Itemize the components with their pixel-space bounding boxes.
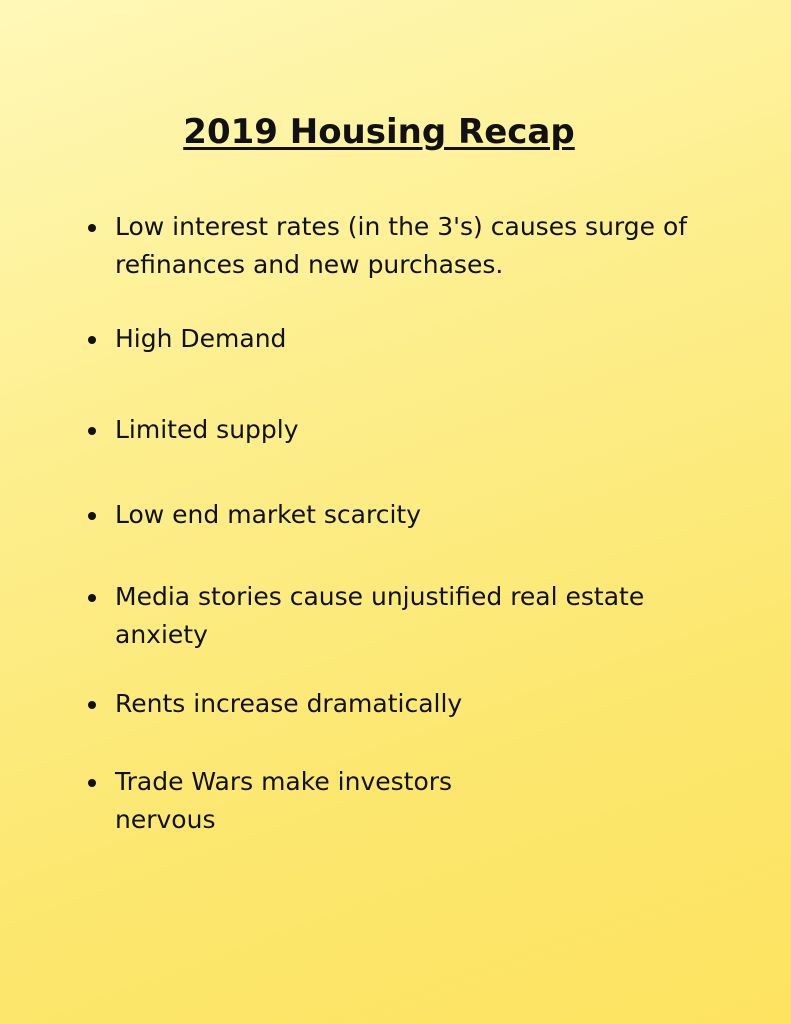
list-item-text (115, 320, 286, 358)
bullet-icon (88, 427, 96, 435)
list-item-trade-wars (88, 763, 708, 839)
list-item-line: High Demand (115, 324, 287, 353)
list-item-line: Low end market scarcity (115, 500, 421, 529)
list-item-line: nervous (115, 805, 216, 834)
list-item-line: Rents increase dramatically (115, 689, 463, 718)
page-title: 2019 Housing Recap (183, 112, 575, 152)
bullet-icon (88, 224, 96, 232)
list-item-text (115, 578, 644, 654)
list-item-text (115, 685, 462, 723)
list-item-limited-supply (88, 411, 708, 449)
bullet-icon (88, 701, 96, 709)
list-item-line: Low interest rates (in the 3's) causes surge of (115, 212, 688, 241)
list-item-line: Trade Wars make investors (115, 767, 453, 796)
bullet-icon (88, 336, 96, 344)
bullet-icon (88, 594, 96, 602)
list-item-rents (88, 685, 708, 723)
list-item-line: Limited supply (115, 415, 299, 444)
bullet-icon (88, 779, 96, 787)
list-item-high-demand (88, 320, 708, 358)
list-item-interest-rates (88, 208, 708, 284)
list-item-text (115, 411, 299, 449)
list-item-text (115, 496, 421, 534)
bullet-icon (88, 512, 96, 520)
list-item-low-end-market (88, 496, 708, 534)
list-item-line: refinances and new purchases. (115, 250, 504, 279)
list-item-line: Media stories cause unjustified real estate (115, 582, 645, 611)
list-item-line: anxiety (115, 620, 208, 649)
list-item-media-stories (88, 578, 708, 654)
list-item-text (115, 208, 687, 284)
list-item-text (115, 763, 452, 839)
